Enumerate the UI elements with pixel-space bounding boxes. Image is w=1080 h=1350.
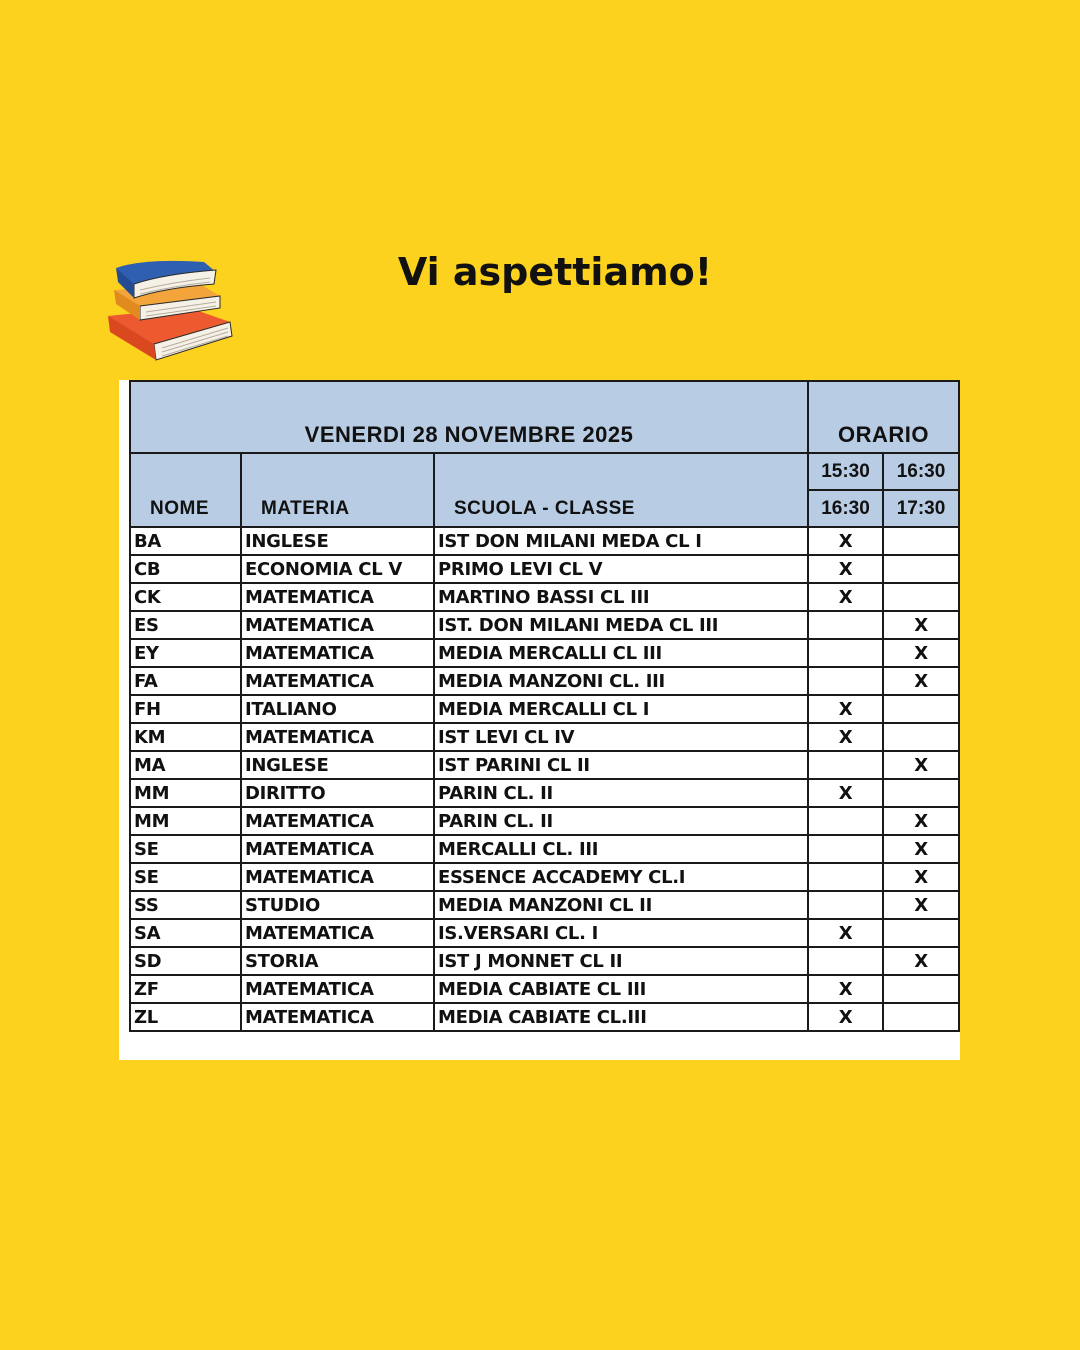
cell-materia: MATEMATICA	[241, 667, 434, 695]
books-stack-icon	[104, 256, 236, 362]
table-row	[130, 527, 959, 555]
cell-materia: MATEMATICA	[241, 639, 434, 667]
cell-slot2	[883, 975, 959, 1003]
column-header-nome: NOME	[130, 453, 241, 527]
cell-slot1: X	[808, 779, 883, 807]
cell-scuola: PARIN CL. II	[434, 807, 808, 835]
table-row	[130, 891, 959, 919]
cell-materia: MATEMATICA	[241, 863, 434, 891]
cell-nome: ZF	[130, 975, 241, 1003]
cell-nome: SE	[130, 863, 241, 891]
cell-scuola: IST PARINI CL II	[434, 751, 808, 779]
table-row	[130, 1003, 959, 1031]
cell-materia: MATEMATICA	[241, 975, 434, 1003]
schedule-table	[129, 380, 960, 1032]
cell-materia: STUDIO	[241, 891, 434, 919]
column-header-scuola: SCUOLA - CLASSE	[434, 453, 808, 527]
cell-materia: DIRITTO	[241, 779, 434, 807]
cell-nome: KM	[130, 723, 241, 751]
cell-scuola: IST DON MILANI MEDA CL I	[434, 527, 808, 555]
cell-scuola: MEDIA MERCALLI CL I	[434, 695, 808, 723]
cell-slot2: X	[883, 807, 959, 835]
table-row	[130, 723, 959, 751]
cell-materia: MATEMATICA	[241, 611, 434, 639]
slot1-end: 16:30	[808, 490, 883, 527]
cell-materia: STORIA	[241, 947, 434, 975]
cell-slot2: X	[883, 891, 959, 919]
cell-nome: MM	[130, 779, 241, 807]
cell-slot1	[808, 667, 883, 695]
cell-materia: INGLESE	[241, 527, 434, 555]
cell-slot1	[808, 863, 883, 891]
cell-slot2	[883, 919, 959, 947]
cell-materia: MATEMATICA	[241, 807, 434, 835]
table-row	[130, 611, 959, 639]
cell-slot1: X	[808, 555, 883, 583]
cell-slot2	[883, 723, 959, 751]
cell-slot2	[883, 527, 959, 555]
schedule-title: VENERDI 28 NOVEMBRE 2025	[130, 381, 808, 453]
cell-slot1	[808, 835, 883, 863]
cell-slot1: X	[808, 527, 883, 555]
cell-scuola: MEDIA MANZONI CL II	[434, 891, 808, 919]
cell-slot2: X	[883, 751, 959, 779]
table-row	[130, 919, 959, 947]
cell-materia: MATEMATICA	[241, 723, 434, 751]
slot1-start: 15:30	[808, 453, 883, 490]
schedule-sheet	[119, 380, 960, 1060]
cell-scuola: MARTINO BASSI CL III	[434, 583, 808, 611]
cell-slot1: X	[808, 975, 883, 1003]
cell-scuola: ESSENCE ACCADEMY CL.I	[434, 863, 808, 891]
time-header: ORARIO	[808, 381, 959, 453]
cell-slot1: X	[808, 723, 883, 751]
cell-nome: ZL	[130, 1003, 241, 1031]
cell-slot2: X	[883, 639, 959, 667]
cell-nome: SD	[130, 947, 241, 975]
cell-scuola: IS.VERSARI CL. I	[434, 919, 808, 947]
cell-nome: MM	[130, 807, 241, 835]
cell-materia: MATEMATICA	[241, 1003, 434, 1031]
table-row	[130, 639, 959, 667]
cell-nome: EY	[130, 639, 241, 667]
cell-slot2: X	[883, 947, 959, 975]
cell-slot1	[808, 751, 883, 779]
title-row	[130, 381, 959, 453]
cell-scuola: PRIMO LEVI CL V	[434, 555, 808, 583]
cell-slot1: X	[808, 695, 883, 723]
cell-materia: MATEMATICA	[241, 919, 434, 947]
cell-slot2: X	[883, 863, 959, 891]
column-header-materia: MATERIA	[241, 453, 434, 527]
cell-scuola: PARIN CL. II	[434, 779, 808, 807]
cell-materia: ECONOMIA CL V	[241, 555, 434, 583]
header-row	[130, 453, 959, 490]
cell-slot2	[883, 695, 959, 723]
table-row	[130, 863, 959, 891]
cell-scuola: IST LEVI CL IV	[434, 723, 808, 751]
cell-materia: MATEMATICA	[241, 835, 434, 863]
table-row	[130, 695, 959, 723]
cell-slot2: X	[883, 835, 959, 863]
table-row	[130, 583, 959, 611]
cell-nome: CK	[130, 583, 241, 611]
cell-nome: FH	[130, 695, 241, 723]
cell-slot2	[883, 1003, 959, 1031]
slot2-end: 17:30	[883, 490, 959, 527]
cell-materia: INGLESE	[241, 751, 434, 779]
cell-slot2	[883, 779, 959, 807]
cell-materia: ITALIANO	[241, 695, 434, 723]
cell-nome: CB	[130, 555, 241, 583]
table-row	[130, 835, 959, 863]
table-row	[130, 947, 959, 975]
cell-scuola: IST. DON MILANI MEDA CL III	[434, 611, 808, 639]
table-row	[130, 779, 959, 807]
cell-slot1: X	[808, 919, 883, 947]
cell-scuola: MEDIA MERCALLI CL III	[434, 639, 808, 667]
cell-slot1	[808, 807, 883, 835]
cell-slot1: X	[808, 1003, 883, 1031]
cell-slot2: X	[883, 667, 959, 695]
cell-slot1	[808, 947, 883, 975]
cell-scuola: MEDIA MANZONI CL. III	[434, 667, 808, 695]
table-row	[130, 667, 959, 695]
cell-slot2: X	[883, 611, 959, 639]
headline: Vi aspettiamo!	[397, 250, 713, 294]
cell-scuola: IST J MONNET CL II	[434, 947, 808, 975]
cell-scuola: MERCALLI CL. III	[434, 835, 808, 863]
cell-slot1	[808, 891, 883, 919]
cell-nome: FA	[130, 667, 241, 695]
table-row	[130, 751, 959, 779]
cell-nome: SE	[130, 835, 241, 863]
table-row	[130, 975, 959, 1003]
cell-slot2	[883, 583, 959, 611]
cell-scuola: MEDIA CABIATE CL III	[434, 975, 808, 1003]
cell-slot2	[883, 555, 959, 583]
table-row	[130, 807, 959, 835]
cell-slot1	[808, 639, 883, 667]
cell-slot1: X	[808, 583, 883, 611]
cell-nome: SS	[130, 891, 241, 919]
cell-nome: MA	[130, 751, 241, 779]
slot2-start: 16:30	[883, 453, 959, 490]
table-row	[130, 555, 959, 583]
cell-slot1	[808, 611, 883, 639]
cell-nome: BA	[130, 527, 241, 555]
cell-materia: MATEMATICA	[241, 583, 434, 611]
cell-scuola: MEDIA CABIATE CL.III	[434, 1003, 808, 1031]
cell-nome: SA	[130, 919, 241, 947]
cell-nome: ES	[130, 611, 241, 639]
